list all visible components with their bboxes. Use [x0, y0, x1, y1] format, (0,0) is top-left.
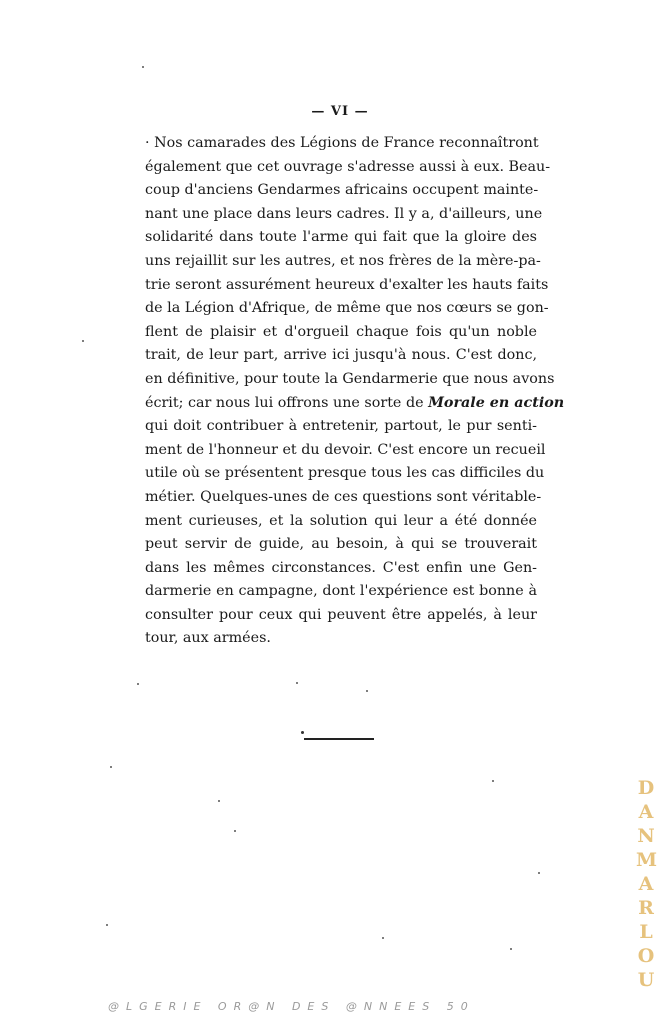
scan-speck	[296, 682, 298, 684]
text-line: métier. Quelques-unes de ces questions sont véritable-	[145, 488, 542, 505]
scan-speck	[382, 937, 384, 939]
watermark-letter: N	[637, 825, 655, 847]
text-line: tour, aux armées.	[145, 630, 271, 647]
scan-speck	[142, 66, 144, 68]
text-line: dans les mêmes circonstances. C'est enfin une Gen-	[145, 559, 537, 576]
watermark-letter: O	[637, 945, 655, 967]
watermark-letter: U	[637, 969, 655, 991]
text-line: qui doit contribuer à entretenir, partout, le pur senti-	[145, 418, 537, 435]
scan-speck	[510, 948, 512, 950]
watermark-letter: L	[639, 921, 653, 943]
scan-speck	[492, 780, 494, 782]
watermark-letter: A	[638, 873, 654, 895]
watermark-letter: A	[638, 801, 654, 823]
scan-speck	[110, 766, 112, 768]
text-line: trie seront assurément heureux d'exalter les hauts faits	[145, 276, 549, 293]
text-line: ment curieuses, et la solution qui leur a été donnée	[145, 512, 537, 529]
watermark-letter: R	[638, 897, 654, 919]
divider-mark	[301, 731, 304, 734]
text-line: flent de plaisir et d'orgueil chaque fois qu'un noble	[145, 323, 537, 340]
watermark-letter: D	[637, 777, 655, 799]
scan-speck	[538, 872, 540, 874]
section-divider	[304, 738, 374, 740]
text-line: consulter pour ceux qui peuvent être appelés, à leur	[145, 606, 537, 623]
vertical-watermark	[636, 776, 656, 992]
footer-watermark: @LGERIE OR@N DES @NNEES 50	[108, 1000, 475, 1013]
scan-speck	[234, 830, 236, 832]
text-line: coup d'anciens Gendarmes africains occupent mainte-	[145, 182, 539, 199]
text-line: de la Légion d'Afrique, de même que nos cœurs se gon-	[145, 300, 549, 317]
text-line: uns rejaillit sur les autres, et nos frères de la mère-pa-	[145, 252, 541, 269]
text-line: darmerie en campagne, dont l'expérience est bonne à	[145, 583, 537, 600]
text-line: utile où se présentent presque tous les cas difficiles du	[145, 465, 545, 482]
text-line: écrit; car nous lui offrons une sorte de Morale en action	[145, 394, 565, 411]
text-line: trait, de leur part, arrive ici jusqu'à nous. C'est donc,	[145, 347, 537, 364]
watermark-letter: M	[636, 849, 657, 871]
body-text	[145, 132, 565, 651]
scan-speck	[82, 340, 84, 342]
text-line: · Nos camarades des Légions de France reconnaîtront	[145, 135, 539, 151]
text-line: peut servir de guide, au besoin, à qui se trouverait	[145, 536, 537, 553]
text-line: nant une place dans leurs cadres. Il y a, d'ailleurs, une	[145, 205, 543, 222]
text-line: solidarité dans toute l'arme qui fait que la gloire des	[145, 229, 537, 246]
scan-speck	[366, 690, 368, 692]
emphasis-text: Morale en action	[428, 394, 565, 411]
scan-speck	[137, 683, 139, 685]
text-line: ment de l'honneur et du devoir. C'est encore un recueil	[145, 441, 546, 458]
scan-speck	[218, 800, 220, 802]
scan-speck	[106, 924, 108, 926]
page-number: — VI —	[311, 104, 369, 119]
text-line: en définitive, pour toute la Gendarmerie que nous avons	[145, 370, 555, 387]
text-line: également que cet ouvrage s'adresse aussi à eux. Beau-	[145, 158, 551, 175]
